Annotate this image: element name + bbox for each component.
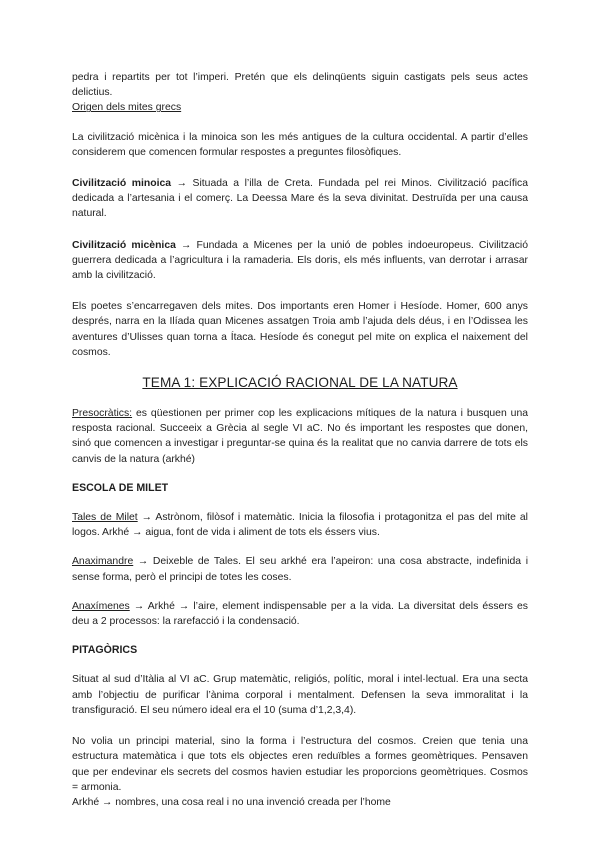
anaximandre-text: → Deixeble de Tales. El seu arkhé era l’apeiron: una cosa abstracte, indefinida i sense forma, però el principi de totes les coses. bbox=[72, 556, 528, 583]
micenica-term: Civilització micènica bbox=[72, 239, 176, 251]
anaximenes-term: Anaxímenes bbox=[72, 600, 130, 612]
poetes-paragraph: Els poetes s’encarregaven dels mites. Dos importants eren Homer i Hesíode. Homer, 600 anys després, narra en la Ilíada quan Micenes assatgen Troia amb l’ajuda dels déus, i en l’Odissea les aventures d’Ulisses quan torna a Ítaca. Hesíode és conegut pel mite on explica el naixement del cosmos. bbox=[72, 301, 528, 358]
micenica-paragraph bbox=[72, 238, 528, 284]
anaximenes-text: → Arkhé → l’aire, element indispensable per a la vida. La diversitat dels éssers es deu a 2 processos: la rarefacció i la condensació. bbox=[72, 600, 528, 628]
intro-paragraph: pedra i repartits per tot l’imperi. Pretén que els delinqüents siguin castigats pels seus actes delictius. bbox=[72, 72, 528, 99]
anaximandre-term: Anaximandre bbox=[72, 556, 134, 568]
document-page bbox=[72, 70, 528, 810]
tema-heading: TEMA 1: EXPLICACIÓ RACIONAL DE LA NATURA bbox=[142, 375, 458, 391]
pitagorics-paragraph-2: No volia un principi material, sino la forma i l’estructura del cosmos. Creien que tenia una estructura matemàtica i que tots els objectes eren reduïbles a formes geomètriques. Pensaven que per endevinar els secrets del cosmos havien estudiar les proporcions geomètriques. Cosmos = armonia. bbox=[72, 736, 528, 793]
pitagorics-heading: PITAGÒRICS bbox=[72, 644, 138, 657]
civilitzacio-paragraph: La civilització micènica i la minoica son les més antigues de la cultura occidental. A partir d’elles considerem que comencen formular respostes a preguntes filosòfiques. bbox=[72, 131, 528, 158]
minoica-term: Civilització minoica bbox=[72, 178, 172, 190]
minoica-text: → Situada a l’illa de Creta. Fundada pel rei Minos. Civilització pacífica dedicada a l’artesania i el comerç. La Deessa Mare és la seva divinitat. Destruïda per una causa natural. bbox=[72, 178, 528, 220]
presocratics-text: es qüestionen per primer cop les explicacions mítiques de la natura i busquen una resposta racional. Succeeix a Grècia al segle VI aC. No és important les respostes que donen, sinó que comencen a investigar i preguntar-se quina és la realitat que no canvia darrere de tots els canvis de la natura (arkhé) bbox=[72, 408, 528, 465]
escola-milet-heading: ESCOLA DE MILET bbox=[72, 481, 169, 494]
origen-heading: Origen dels mites grecs bbox=[72, 102, 182, 114]
pitagorics-paragraph-1: Situat al sud d’Itàlia al VI aC. Grup matemàtic, religiós, polític, moral i intel·lectual. Era una secta amb l’objectiu de purificar l’ànima corporal i mentalment. Defensen la seva immoralitat i la transfiguració. El seu número ideal era el 10 (suma d’1,2,3,4). bbox=[72, 674, 528, 716]
micenica-text: → Fundada a Micenes per la unió de pobles indoeuropeus. Civilització guerrera dedicada a l’agricultura i la ramaderia. Els doris, els més influents, van derrotar i arrasar amb la civilització. bbox=[72, 239, 529, 282]
anaximenes-paragraph bbox=[72, 599, 528, 629]
presocratics-term: Presocràtics: bbox=[72, 408, 133, 420]
tales-paragraph bbox=[72, 510, 528, 540]
arkhe-line: Arkhé → nombres, una cosa real i no una invenció creada per l’home bbox=[72, 796, 391, 808]
anaximandre-paragraph bbox=[72, 554, 528, 584]
tales-term: Tales de Milet bbox=[72, 512, 138, 524]
tales-text: → Astrònom, filòsof i matemàtic. Inicia la filosofia i protagonitza el pas del mite al logos. Arkhé → aigua, font de vida i aliment de tots els éssers vius. bbox=[72, 512, 528, 539]
minoica-paragraph bbox=[72, 176, 528, 222]
presocratics-paragraph bbox=[72, 406, 528, 467]
